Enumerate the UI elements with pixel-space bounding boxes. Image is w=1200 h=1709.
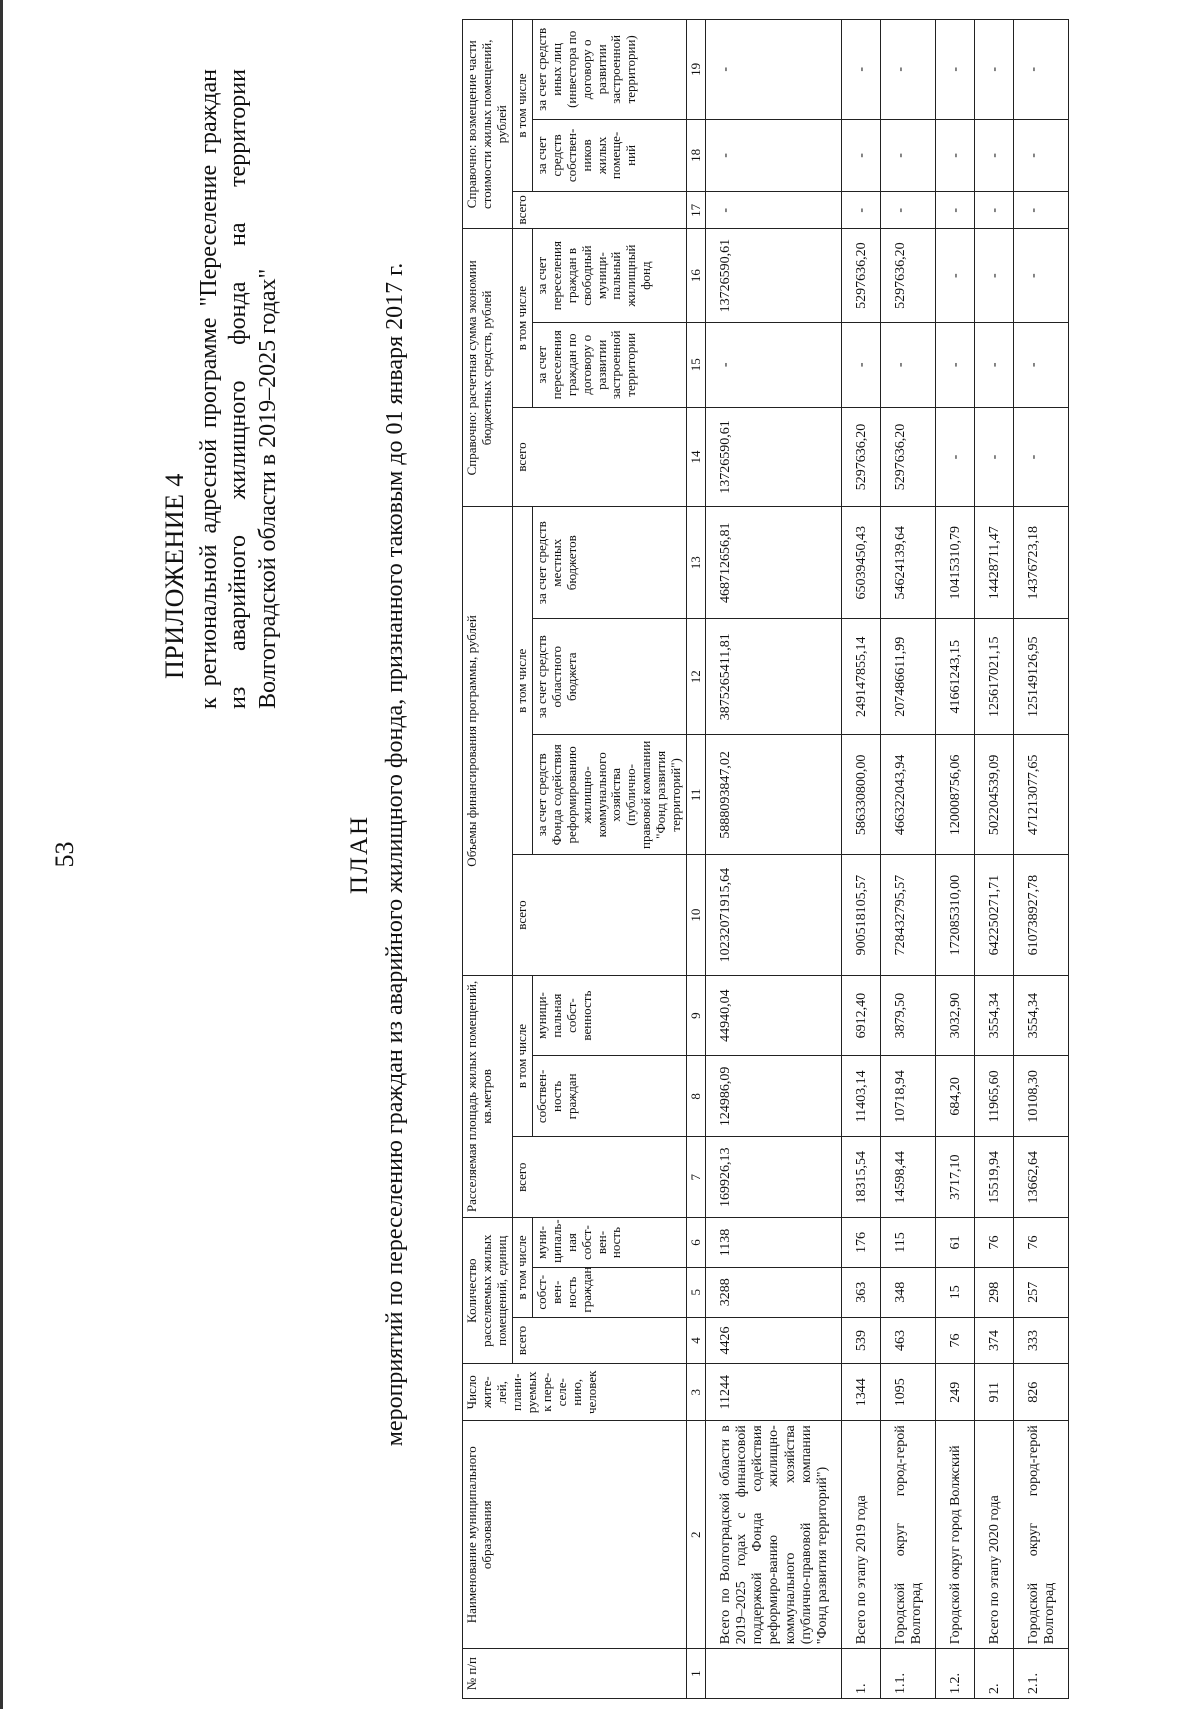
cell-savings-dev: -: [975, 322, 1014, 407]
cell-area-own: 10108,30: [1014, 1056, 1069, 1137]
cell-area-own: 10718,94: [880, 1056, 935, 1137]
cell-comp-total: -: [975, 192, 1014, 229]
cell-funding-total: 10232071915,64: [706, 855, 842, 975]
cell-comp-investors: -: [1014, 20, 1069, 120]
column-number: 7: [687, 1137, 706, 1218]
column-number: 18: [687, 119, 706, 192]
cell-comp-owners: -: [706, 119, 842, 192]
cell-area-total: 14598,44: [880, 1137, 935, 1218]
cell-funding-local: 468712656,81: [706, 507, 842, 619]
cell-area-mun: 3879,50: [880, 975, 935, 1056]
column-number: 19: [687, 20, 706, 120]
column-number: 11: [687, 735, 706, 855]
cell-funding-fund: 502204539,09: [975, 735, 1014, 855]
header-savings-free: за счет переселения граждан в свободный муници-пальный жилищный фонд: [532, 229, 686, 322]
cell-units-mun: 76: [1014, 1218, 1069, 1268]
cell-comp-owners: -: [975, 119, 1014, 192]
page-number: 53: [50, 841, 79, 868]
row-num: 1.2.: [936, 1649, 975, 1699]
cell-savings-free: 5297636,20: [880, 229, 935, 322]
cell-comp-total: -: [841, 192, 880, 229]
cell-area-total: 169926,13: [706, 1137, 842, 1218]
column-number: 14: [687, 407, 706, 506]
cell-comp-owners: -: [936, 119, 975, 192]
column-numbers-row: [687, 20, 706, 1699]
cell-savings-dev: -: [880, 322, 935, 407]
row-num: 2.: [975, 1649, 1014, 1699]
column-number: 6: [687, 1218, 706, 1268]
header-funding-total: всего: [512, 855, 686, 975]
header-area-including: в том числе: [512, 975, 532, 1137]
cell-savings-free: 5297636,20: [841, 229, 880, 322]
header-fund-region: за счет средств областного бюджета: [532, 619, 686, 735]
cell-residents: 249: [936, 1364, 975, 1421]
cell-funding-total: 642250271,71: [975, 855, 1014, 975]
cell-funding-local: 14428711,47: [975, 507, 1014, 619]
cell-comp-investors: -: [880, 20, 935, 120]
cell-comp-total: -: [936, 192, 975, 229]
cell-savings-free: -: [1014, 229, 1069, 322]
header-savings-including: в том числе: [512, 229, 532, 407]
header-name: Наименование муниципального образования: [463, 1421, 687, 1649]
row-num: 1.1.: [880, 1649, 935, 1699]
row-name: Городской округ город-герой Волгоград: [1014, 1421, 1069, 1649]
cell-units-total: 539: [841, 1317, 880, 1364]
cell-area-mun: 3554,34: [975, 975, 1014, 1056]
plan-subtitle: мероприятий по переселению граждан из аварийного жилищного фонда, признанного таковым до 01 января 2017 г.: [382, 262, 408, 1447]
header-compensation-including: в том числе: [512, 20, 532, 192]
cell-units-total: 333: [1014, 1317, 1069, 1364]
cell-units-total: 463: [880, 1317, 935, 1364]
cell-comp-total: -: [880, 192, 935, 229]
row-name: Городской округ город Волжский: [936, 1421, 975, 1649]
row-num: 2.1.: [1014, 1649, 1069, 1699]
column-number: 16: [687, 229, 706, 322]
table-row: [841, 20, 880, 1699]
row-name: Всего по Волгоградской области в 2019–2025 годах с финансовой поддержкой Фонда содействия реформиро-ванию жилищно-коммунального хозяйства (публично-правовой компании "Фонд развития территорий"): [706, 1421, 842, 1649]
cell-funding-fund: 5888093847,02: [706, 735, 842, 855]
cell-units-mun: 176: [841, 1218, 880, 1268]
cell-funding-fund: 586330800,00: [841, 735, 880, 855]
header-funding-including: в том числе: [512, 507, 532, 855]
cell-comp-owners: -: [880, 119, 935, 192]
cell-savings-dev: -: [936, 322, 975, 407]
cell-savings-dev: -: [841, 322, 880, 407]
cell-units-own: 257: [1014, 1267, 1069, 1317]
cell-savings-dev: -: [706, 322, 842, 407]
header-savings-total: всего: [512, 407, 686, 506]
cell-savings-total: -: [936, 407, 975, 506]
cell-funding-fund: 466322043,94: [880, 735, 935, 855]
cell-savings-total: 13726590,61: [706, 407, 842, 506]
cell-funding-fund: 120008756,06: [936, 735, 975, 855]
cell-comp-investors: -: [706, 20, 842, 120]
appendix-title: ПРИЛОЖЕНИЕ 4: [160, 473, 189, 679]
cell-comp-owners: -: [1014, 119, 1069, 192]
header-area-own: собствен-ность граждан: [532, 1056, 686, 1137]
header-area-total: всего: [512, 1137, 686, 1218]
table-row: [706, 20, 842, 1699]
cell-area-total: 15519,94: [975, 1137, 1014, 1218]
row-name: Городской округ город-герой Волгоград: [880, 1421, 935, 1649]
cell-units-own: 363: [841, 1267, 880, 1317]
cell-residents: 1095: [880, 1364, 935, 1421]
cell-funding-region: 125617021,15: [975, 619, 1014, 735]
cell-units-total: 76: [936, 1317, 975, 1364]
header-funding-group: Объемы финансирования программы, рублей: [463, 507, 513, 975]
cell-area-mun: 6912,40: [841, 975, 880, 1056]
cell-savings-free: 13726590,61: [706, 229, 842, 322]
cell-comp-investors: -: [936, 20, 975, 120]
table-row: [1014, 20, 1069, 1699]
cell-funding-total: 172085310,00: [936, 855, 975, 975]
cell-area-total: 13662,64: [1014, 1137, 1069, 1218]
cell-savings-free: -: [936, 229, 975, 322]
cell-units-mun: 115: [880, 1218, 935, 1268]
header-area-group: Расселяемая площадь жилых помещений, кв.метров: [463, 975, 513, 1217]
cell-savings-free: -: [975, 229, 1014, 322]
column-number: 12: [687, 619, 706, 735]
column-number: 8: [687, 1056, 706, 1137]
cell-area-own: 11403,14: [841, 1056, 880, 1137]
column-number: 15: [687, 322, 706, 407]
header-units-total: всего: [512, 1317, 686, 1364]
header-area-mun: муници-пальная собст-венность: [532, 975, 686, 1056]
page-edge-line: [0, 0, 3, 1709]
cell-residents: 11244: [706, 1364, 842, 1421]
cell-funding-local: 10415310,79: [936, 507, 975, 619]
cell-funding-region: 207486611,99: [880, 619, 935, 735]
header-units-including: в том числе: [512, 1218, 532, 1317]
cell-residents: 1344: [841, 1364, 880, 1421]
column-number: 2: [687, 1421, 706, 1649]
cell-funding-local: 14376723,18: [1014, 507, 1069, 619]
cell-units-own: 348: [880, 1267, 935, 1317]
cell-area-own: 684,20: [936, 1056, 975, 1137]
cell-area-total: 3717,10: [936, 1137, 975, 1218]
cell-residents: 826: [1014, 1364, 1069, 1421]
header-fund-local: за счет средств местных бюджетов: [532, 507, 686, 619]
cell-savings-total: 5297636,20: [880, 407, 935, 506]
row-name: Всего по этапу 2019 года: [841, 1421, 880, 1649]
header-units-own: собст-вен-ность граждан: [532, 1267, 686, 1317]
cell-savings-total: 5297636,20: [841, 407, 880, 506]
header-savings-dev: за счет переселения граждан по договору о развитии застроенной территории: [532, 322, 686, 407]
cell-units-total: 4426: [706, 1317, 842, 1364]
table-row: [880, 20, 935, 1699]
appendix-description: к региональной адресной программе "Переселение граждан из аварийного жилищного фонда на территории Волгоградской области в 2019–2025 годах": [196, 69, 281, 709]
header-comp-owners: за счет средств собствен-ников жилых помеще-ний: [532, 119, 686, 192]
cell-funding-total: 610738927,78: [1014, 855, 1069, 975]
column-number: 5: [687, 1267, 706, 1317]
cell-funding-region: 3875265411,81: [706, 619, 842, 735]
header-num: № п/п: [463, 1649, 687, 1699]
cell-comp-owners: -: [841, 119, 880, 192]
cell-funding-fund: 471213077,65: [1014, 735, 1069, 855]
cell-comp-total: -: [1014, 192, 1069, 229]
cell-units-mun: 1138: [706, 1218, 842, 1268]
header-units-group: Количество расселяемых жилых помещений, единиц: [463, 1218, 513, 1364]
row-num: 1.: [841, 1649, 880, 1699]
header-comp-investors: за счет средств иных лиц (инвестора по договору о развитии застроенной территории): [532, 20, 686, 120]
cell-comp-investors: -: [975, 20, 1014, 120]
cell-area-mun: 44940,04: [706, 975, 842, 1056]
cell-area-total: 18315,54: [841, 1137, 880, 1218]
column-number: 13: [687, 507, 706, 619]
row-name: Всего по этапу 2020 года: [975, 1421, 1014, 1649]
cell-comp-total: -: [706, 192, 842, 229]
header-compensation-group: Справочно: возмещение части стоимости жилых помещений, рублей: [463, 20, 513, 229]
cell-units-mun: 61: [936, 1218, 975, 1268]
cell-units-total: 374: [975, 1317, 1014, 1364]
cell-savings-dev: -: [1014, 322, 1069, 407]
column-number: 9: [687, 975, 706, 1056]
header-compensation-total: всего: [512, 192, 686, 229]
column-number: 10: [687, 855, 706, 975]
cell-residents: 911: [975, 1364, 1014, 1421]
cell-units-own: 3288: [706, 1267, 842, 1317]
cell-funding-region: 41661243,15: [936, 619, 975, 735]
cell-units-own: 298: [975, 1267, 1014, 1317]
cell-area-mun: 3032,90: [936, 975, 975, 1056]
cell-units-mun: 76: [975, 1218, 1014, 1268]
header-units-mun: муни-ципаль-ная собст-вен-ность: [532, 1218, 686, 1268]
column-number: 17: [687, 192, 706, 229]
cell-area-own: 124986,09: [706, 1056, 842, 1137]
cell-funding-region: 249147855,14: [841, 619, 880, 735]
cell-funding-region: 125149126,95: [1014, 619, 1069, 735]
column-number: 4: [687, 1317, 706, 1364]
cell-funding-local: 54624139,64: [880, 507, 935, 619]
cell-comp-investors: -: [841, 20, 880, 120]
header-fund-fund: за счет средств Фонда содействия реформированию жилищно-коммунального хозяйства (публично-правовой компании "Фонд развития территорий"): [532, 735, 686, 855]
table-row: [975, 20, 1014, 1699]
cell-area-mun: 3554,34: [1014, 975, 1069, 1056]
header-residents: Число жите-лей, плани-руемых к пере-селе-нию, человек: [463, 1364, 687, 1421]
cell-funding-total: 900518105,57: [841, 855, 880, 975]
cell-units-own: 15: [936, 1267, 975, 1317]
header-savings-group: Справочно: расчетная сумма экономии бюджетных средств, рублей: [463, 229, 513, 507]
column-number: 1: [687, 1649, 706, 1699]
column-number: 3: [687, 1364, 706, 1421]
cell-funding-local: 65039450,43: [841, 507, 880, 619]
cell-area-own: 11965,60: [975, 1056, 1014, 1137]
plan-title: ПЛАН: [346, 814, 373, 895]
cell-savings-total: -: [975, 407, 1014, 506]
cell-savings-total: -: [1014, 407, 1069, 506]
cell-funding-total: 728432795,57: [880, 855, 935, 975]
row-num: [706, 1649, 842, 1699]
plan-table: [462, 19, 1069, 1699]
table-row: [936, 20, 975, 1699]
